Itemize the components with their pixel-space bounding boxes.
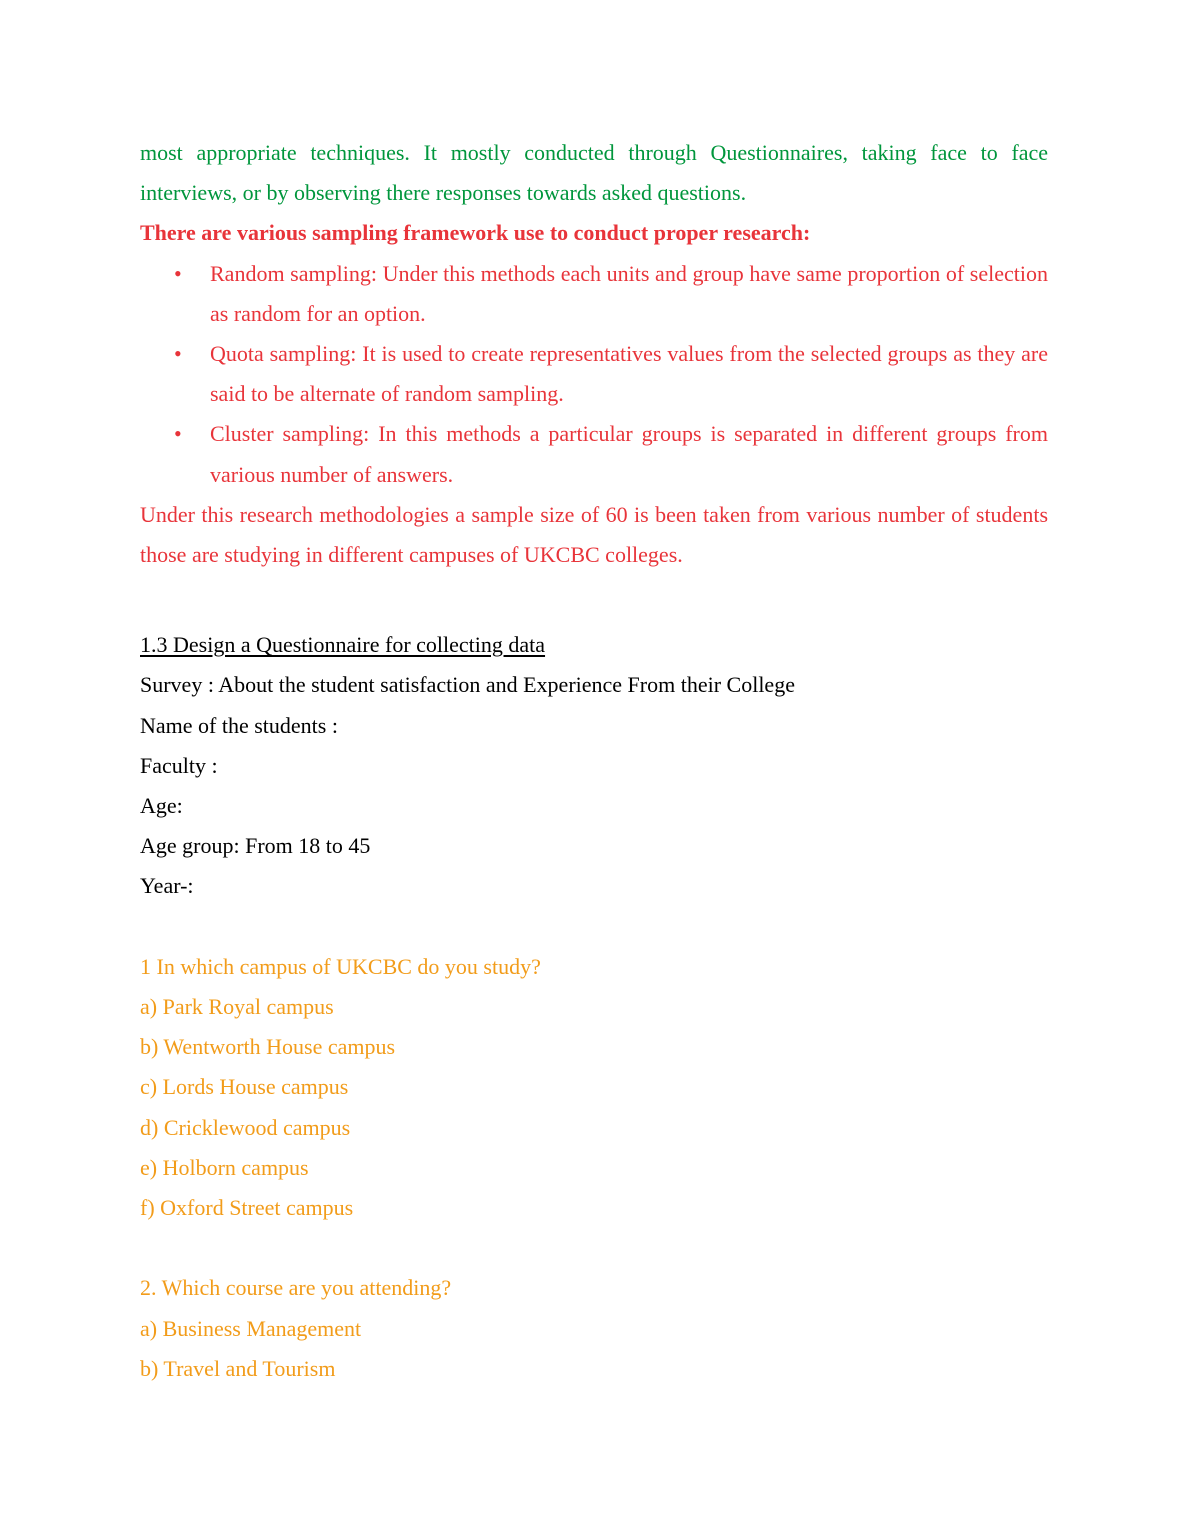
question-2-option-a: a) Business Management — [140, 1315, 362, 1341]
intro-paragraph: most appropriate techniques. It mostly conducted through Questionnaires, taking face to face interviews, or by observing there responses towards asked questions. — [140, 140, 1048, 206]
question-1: 1 In which campus of UKCBC do you study? — [140, 953, 541, 979]
question-1-option-f: f) Oxford Street campus — [140, 1195, 354, 1221]
sampling-method-cluster: Cluster sampling: In this methods a particular groups is separated in different groups from various number of answers. — [210, 421, 1048, 487]
list-item — [140, 254, 1048, 334]
spacer — [140, 1228, 1048, 1268]
sampling-methods-list — [140, 254, 1048, 495]
sampling-method-random: Random sampling: Under this methods each units and group have same proportion of selection as random for an option. — [210, 260, 1048, 326]
faculty-label: Faculty : — [140, 752, 218, 778]
survey-title: Survey : About the student satisfaction and Experience From their College — [140, 672, 795, 698]
name-label: Name of the students : — [140, 712, 338, 738]
list-item — [140, 414, 1048, 494]
age-group-line: Age group: From 18 to 45 — [140, 833, 371, 859]
spacer — [140, 575, 1048, 625]
list-item — [140, 334, 1048, 414]
spacer — [140, 907, 1048, 947]
document-page — [140, 133, 1048, 1389]
question-1-option-b: b) Wentworth House campus — [140, 1034, 396, 1060]
sample-size-paragraph: Under this research methodologies a sample size of 60 is been taken from various number of students those are studying in different campuses of UKCBC colleges. — [140, 501, 1048, 568]
sampling-heading: There are various sampling framework use to conduct proper research: — [140, 220, 811, 246]
section-heading: 1.3 Design a Questionnaire for collecting data — [140, 632, 546, 658]
year-label: Year-: — [140, 873, 194, 899]
sampling-method-quota: Quota sampling: It is used to create representatives values from the selected groups as they are said to be alternate of random sampling. — [210, 341, 1048, 407]
question-2: 2. Which course are you attending? — [140, 1275, 452, 1301]
question-2-option-b: b) Travel and Tourism — [140, 1355, 336, 1381]
bullet-icon: • — [174, 260, 182, 286]
question-1-option-c: c) Lords House campus — [140, 1074, 349, 1100]
question-1-option-d: d) Cricklewood campus — [140, 1114, 351, 1140]
bullet-icon: • — [174, 421, 182, 447]
age-label: Age: — [140, 793, 183, 819]
bullet-icon: • — [174, 341, 182, 367]
question-1-option-a: a) Park Royal campus — [140, 994, 334, 1020]
question-1-option-e: e) Holborn campus — [140, 1154, 309, 1180]
